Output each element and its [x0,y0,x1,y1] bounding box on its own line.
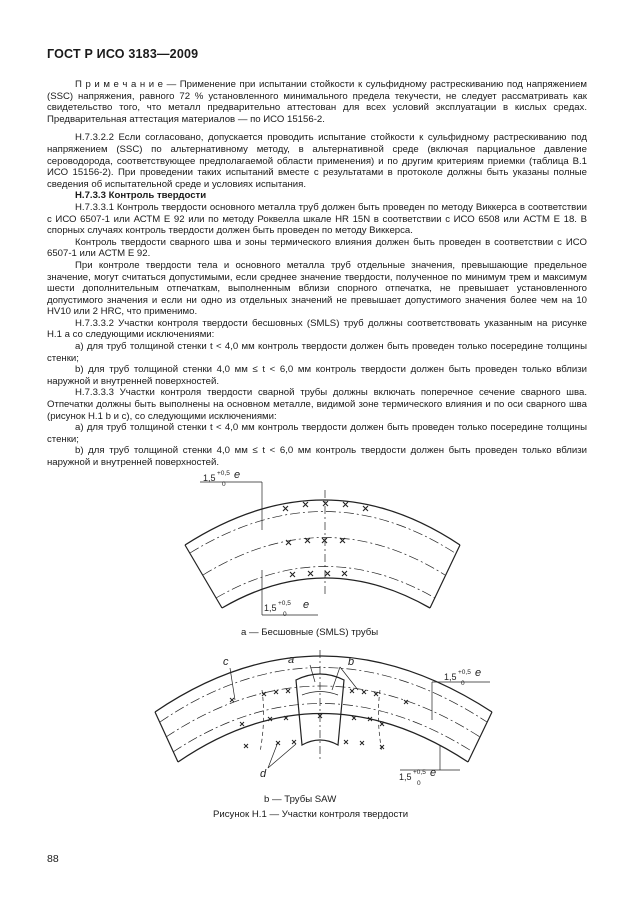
indentation-mark [352,716,356,720]
inner-surface-line [178,714,468,763]
label-e-lower: e [430,767,437,779]
inner-test-line [173,704,473,753]
figure-title: Рисунок Н.1 — Участки контроля твердости [213,809,409,820]
dim-bottom-sub: 0 [283,611,287,618]
indentation-mark [230,698,234,702]
indentation-mark [303,502,308,507]
label-e-top: e [234,469,241,481]
paragraph-h7322: Н.7.3.2.2 Если согласовано, допускается проводить испытание стойкости к сульфидному растрескиванию под напряжением (SSC) по альтернативному методу, в альтернативной среде (включая парциальное давление сероводорода, соответствующее предполагаемой области применения) и по другим критериям приемки (таблица В.1 ИСО 15156-2). При проведении таких испытаний вместе с результатами в протоколе должны быть указаны полные сведения об испытательной среде и условиях испытания. [47,132,587,190]
indentation-mark [325,571,330,576]
indentation-mark [240,722,244,726]
label-e-right: e [475,667,482,679]
paragraph-weld-hardness: Контроль твердости сварного шва и зоны термического влияния должен быть проведен в соответствии с ИСО 6507-1 или АСТМ Е 92. [47,236,587,260]
outer-test-line [190,512,455,554]
dim-lower-sup: +0,5 [413,769,426,776]
label-b: b [348,656,355,668]
figure-b-saw-section [155,650,492,770]
leader-c [230,668,235,700]
dim-lower-base: 1,5 [399,772,412,782]
indentation-mark [374,692,378,696]
indentation-mark [344,740,348,744]
figure-b-labels [223,654,481,787]
indentation-mark [343,502,348,507]
figure-a-labels [203,469,309,618]
indentation-mark [286,689,290,693]
dim-top-sub: 0 [222,481,226,488]
note-label: П р и м е ч а н и е [75,79,164,90]
paragraph-individual-values: При контроле твердости тела и основного металла труб отдельные значения, превышающие предельное значение, могут считаться допустимыми, если среднее значение твердости, полученное по минимум трем и максимум шести дополнительным отпечаткам, выполненным вблизи спорного отпечатка, не превышает установленного допустимого значения и если ни одно из отдельных значений не превышает допустимого значения более чем на 10 HV10 или 2 HRC, что применимо. [47,259,587,318]
indentation-mark [290,572,295,577]
indentation-mark [323,501,328,506]
indentation-mark [276,741,280,745]
paragraph-h7331: Н.7.3.3.1 Контроль твердости основного металла труб должен быть проведен по методу Виккерса в соответствии с ИСО 6507-1 или АСТМ Е 92 или по методу Роквелла шкале HR 15N в соответствии с ИСО 6508 или АСТМ Е 18. В спорных случаях контроль твердости должен быть проведен по методу Виккерса. [47,201,587,237]
indentation-mark [360,741,364,745]
section-end-left [185,545,222,608]
indentation-mark [342,571,347,576]
label-c: c [223,656,229,668]
indentation-mark [283,506,288,511]
indentation-mark [380,745,384,749]
list-item-a-smls: a) для труб толщиной стенки t < 4,0 мм контроль твердости должен быть проведен только посередине толщины стенки; [47,341,587,364]
dim-lower-sub: 0 [417,780,421,787]
indentation-mark [274,690,278,694]
dim-right-base: 1,5 [444,672,457,682]
figure-a-indentations [283,501,368,577]
section-end-right [430,545,460,608]
list-item-b-smls: b) для труб толщиной стенки 4,0 мм ≤ t < 6,0 мм контроль твердости должен быть проведен только вблизи наружной и внутренней поверхностей. [47,364,587,387]
caption-figure-b: b — Трубы SAW [264,794,337,805]
indentation-mark [292,740,296,744]
label-e-bottom: e [303,599,310,611]
indentation-mark [362,690,366,694]
dim-right-sub: 0 [461,680,465,687]
caption-figure-a: а — Бесшовные (SMLS) трубы [241,627,379,638]
label-d: d [260,768,267,780]
indentation-mark [322,538,327,543]
mid-wall-line [166,686,480,737]
indentation-mark [350,689,354,693]
note-text: — Применение при испытании стойкости к сульфидному растрескиванию под напряжением (SSC) напряжения, равного 72 % установленного минимального предела текучести, не следует рассматривать как свидетельство того, что металл предварительно аттестован для всех условий эксплуатации в кислых средах. Предварительная аттестация материалов — по ИСО 15156-2. [47,79,587,125]
dim-right-sup: +0,5 [458,669,471,676]
dim-top-base: 1,5 [203,473,216,483]
outer-surface-line [155,656,492,712]
dim-bottom-sup: +0,5 [278,600,291,607]
indentation-mark [363,506,368,511]
indentation-mark [340,538,345,543]
paragraph-h7333: Н.7.3.3.3 Участки контроля твердости сварной трубы должны включать поперечное сечение сварного шва. Отпечатки должны быть выполнены на основном металле, видимой зоне термического влияния и по оси сварного шва (рисунок Н.1 b и c), со следующими исключениями: [47,387,587,422]
label-a: a [288,654,295,666]
indentation-mark [305,538,310,543]
leader-d2 [268,744,296,768]
indentation-mark [308,571,313,576]
document-header: ГОСТ Р ИСО 3183—2009 [47,47,199,61]
page-number: 88 [47,853,59,865]
mid-wall-line [203,538,445,576]
figure-a-seamless-section [185,482,460,615]
dim-bottom-base: 1,5 [264,603,277,613]
list-item-b-welded: b) для труб толщиной стенки 4,0 мм ≤ t < 6,0 мм контроль твердости должен быть проведен только вблизи наружной и внутренней поверхностей. [47,445,587,468]
indentation-mark [244,744,248,748]
list-item-a-welded: a) для труб толщиной стенки t < 4,0 мм контроль твердости должен быть проведен только посередине толщины стенки; [47,422,587,445]
dim-top-sup: +0,5 [217,470,230,477]
inner-surface-line [222,578,430,608]
section-end-right [468,712,492,762]
leader-b2 [340,667,358,690]
paragraph-h7332: Н.7.3.3.2 Участки контроля твердости бесшовных (SMLS) труб должны соответствовать указанным на рисунке Н.1 а со следующими исключениями: [47,317,587,341]
indentation-mark [380,722,384,726]
section-heading-h733: Н.7.3.3 Контроль твердости [75,190,207,202]
